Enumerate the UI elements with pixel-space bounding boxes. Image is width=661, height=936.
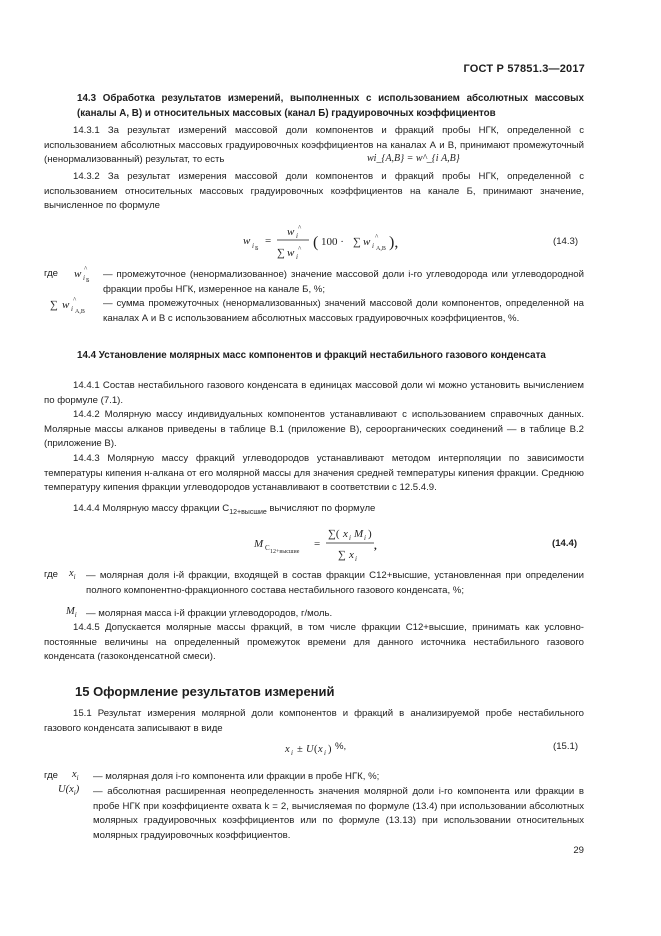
svg-text:w: w	[363, 236, 371, 248]
page-number: 29	[573, 845, 584, 856]
svg-text:x: x	[285, 744, 290, 755]
paragraph-14-4-4-sub: 12+высшие	[229, 508, 267, 516]
paragraph-14-3-1	[44, 124, 584, 168]
paragraph-14-4-1: 14.4.1 Состав нестабильного газового конденсата в единицах массовой доли wi можно установить вычислением по формуле (7.1).	[44, 380, 584, 406]
section-15-heading: 15 Оформление результатов измерений	[75, 684, 335, 699]
formula-15-1-unit: %,	[335, 741, 347, 752]
svg-text:w: w	[74, 268, 82, 280]
svg-text:(: (	[314, 744, 318, 755]
equation-number-14-4: (14.4)	[552, 538, 578, 549]
paragraph-14-4-4-pre: 14.4.4 Молярную массу фракции С	[73, 503, 230, 514]
paragraph-14-3-2: 14.3.2 За результат измерения массовой доли компонентов и фракций пробы НГК, определенной с использованием относительных массовых градуировочных коэффициентов на канале Б, принимают значение, вычисленное по формуле	[44, 171, 584, 212]
svg-text:∑: ∑	[338, 549, 346, 561]
svg-text:i: i	[71, 305, 73, 313]
symbol-x-i-15: $x_i$	[72, 769, 79, 783]
svg-text:i: i	[296, 232, 298, 240]
svg-text:А,В: А,В	[75, 309, 85, 315]
svg-text:^: ^	[298, 224, 302, 232]
equation-number-15-1: (15.1)	[553, 741, 579, 752]
paragraph-14-4-5: 14.4.5 Допускается молярные массы фракций, в том числе фракции С12+высшие, принимать как условно-постоянные величины на определенный промежуток времени для данного источника нестабильного газового конденсата (газоконденсатной смеси).	[44, 622, 584, 663]
svg-text:i: i	[324, 749, 326, 757]
svg-text:^: ^	[84, 265, 88, 273]
svg-text:M: M	[354, 528, 364, 540]
svg-text:^: ^	[375, 233, 379, 241]
svg-text:w: w	[287, 247, 295, 259]
svg-text:12+высшие: 12+высшие	[270, 549, 300, 555]
formula-inline-14-3-1	[367, 153, 460, 164]
symbol-m-i: $M_i$	[66, 606, 77, 620]
definition-m-i: — молярная масса i-й фракции углеводородов, г/моль.	[86, 608, 333, 619]
svg-text:^: ^	[73, 296, 77, 304]
symbol-u-x-i: $U(x_i)$	[58, 784, 80, 798]
svg-text:i: i	[296, 253, 298, 261]
svg-text:i: i	[83, 274, 85, 282]
svg-text:∑: ∑	[277, 247, 285, 259]
svg-text:x: x	[343, 528, 348, 540]
svg-text:(: (	[313, 234, 319, 251]
svg-text:Б: Б	[255, 246, 259, 252]
formula-14-4	[250, 520, 390, 568]
where-label-15: где	[44, 770, 59, 781]
svg-text:100 ·: 100 ·	[321, 236, 344, 248]
paragraph-14-4-2: 14.4.2 Молярную массу индивидуальных компонентов устанавливают с использованием справочных данных. Молярные массы алканов приведены в таблице В.1 (приложение В), сероорганических соединений — в таблице В.2 (приложение В).	[44, 409, 584, 450]
definition-u-x-i: — абсолютная расширенная неопределенность значения молярной доли i-го компонента или фракции в пробе НГК при коэффициенте охвата k = 2, вычисляемая по формуле (13.4) при использовании абсолютных молярных градуировочных коэффициентов или по формуле (13.13) при использовании относительных молярных градуировочных коэффициентов.	[93, 786, 584, 841]
symbol-sum-w-i-ab	[48, 293, 98, 315]
svg-text:∑(: ∑(	[328, 528, 340, 540]
svg-text:U: U	[306, 744, 314, 755]
svg-text:x: x	[349, 549, 354, 561]
symbol-w-i-b	[72, 262, 98, 284]
standard-number: ГОСТ Р 57851.3—2017	[463, 63, 585, 75]
svg-text:=: =	[265, 235, 272, 247]
svg-text:i: i	[349, 534, 351, 542]
svg-text:M: M	[254, 538, 264, 550]
definition-x-i-15: — молярная доля i-го компонента или фракции в пробе НГК, %;	[93, 771, 380, 782]
definition-x-i: — молярная доля i-й фракции, входящей в состав фракции С12+высшие, установленная при определении полного компонентно-фракционного состава нестабильного газового конденсата, %;	[86, 570, 584, 596]
svg-text:w: w	[287, 226, 295, 238]
svg-text:i: i	[291, 749, 293, 757]
paragraph-14-4-3: 14.4.3 Молярную массу фракций углеводородов устанавливают методом интерполяции по зависимости температуры кипения н-алкана от его молярной массы для значения средней температуры кипения фракции. Среднюю температуру кипения фракции углеводородов устанавливают в соответствии с 12.5.4.9.	[44, 453, 584, 494]
svg-text:i: i	[355, 555, 357, 563]
section-14-3-heading: 14.3 Обработка результатов измерений, выполненных с использованием абсолютных массовых (каналы А, В) и относительных массовых (канал Б) градуировочных коэффициентов	[77, 93, 584, 119]
section-14-4-heading: 14.4 Установление молярных масс компонентов и фракций нестабильного газового конденсата	[77, 350, 546, 361]
svg-text:w: w	[243, 235, 251, 247]
svg-text:А,В: А,В	[376, 246, 386, 252]
svg-text:∑: ∑	[50, 299, 58, 311]
svg-text:i: i	[372, 242, 374, 250]
paragraph-14-3-1-text: 14.3.1 За результат измерений массовой доли компонентов и фракций пробы НГК, определенной с использованием абсолютных массовых градуировочных коэффициентов на каналах А и В, принимают промежуточный (ненормализованный) результат, то есть	[44, 125, 584, 166]
svg-text:,: ,	[374, 540, 377, 552]
svg-text:): )	[328, 744, 332, 755]
svg-text:x: x	[318, 744, 323, 755]
equation-number-14-3: (14.3)	[553, 236, 579, 247]
where-label: где	[44, 268, 59, 279]
paragraph-15-1: 15.1 Результат измерения молярной доли компонентов и фракций в анализируемой пробе нестабильного газового конденсата записывают в виде	[44, 708, 584, 734]
svg-text:=: =	[314, 538, 321, 550]
svg-text:): )	[368, 528, 372, 540]
paragraph-14-4-4	[44, 502, 584, 521]
svg-text:C: C	[265, 544, 270, 552]
svg-text:),: ),	[389, 234, 399, 251]
svg-text:i: i	[252, 242, 254, 250]
where-label-14-4: где	[44, 569, 59, 580]
formula-inline-text: wi_{А,В} = w^_{i А,В}	[367, 153, 460, 164]
formula-14-3	[235, 218, 415, 268]
svg-text:Б: Б	[86, 278, 90, 284]
paragraph-14-4-4-post: вычисляют по формуле	[266, 503, 376, 514]
definition-sum-w-i-ab: — сумма промежуточных (ненормализованных) значений массовой доли компонентов, определенной на каналах А и В с использованием абсолютных массовых градуировочных коэффициентов, %.	[103, 298, 584, 324]
svg-text:i: i	[364, 534, 366, 542]
definition-w-i-b: — промежуточное (ненормализованное) значение массовой доли i-го углеводорода или углеводородной фракции пробы НГК, измеренное на канале Б, %;	[103, 269, 584, 295]
svg-text:±: ±	[297, 744, 303, 755]
symbol-x-i: $x_i$	[69, 568, 76, 582]
svg-text:∑: ∑	[353, 236, 361, 248]
svg-text:w: w	[62, 299, 70, 311]
svg-text:^: ^	[298, 245, 302, 253]
